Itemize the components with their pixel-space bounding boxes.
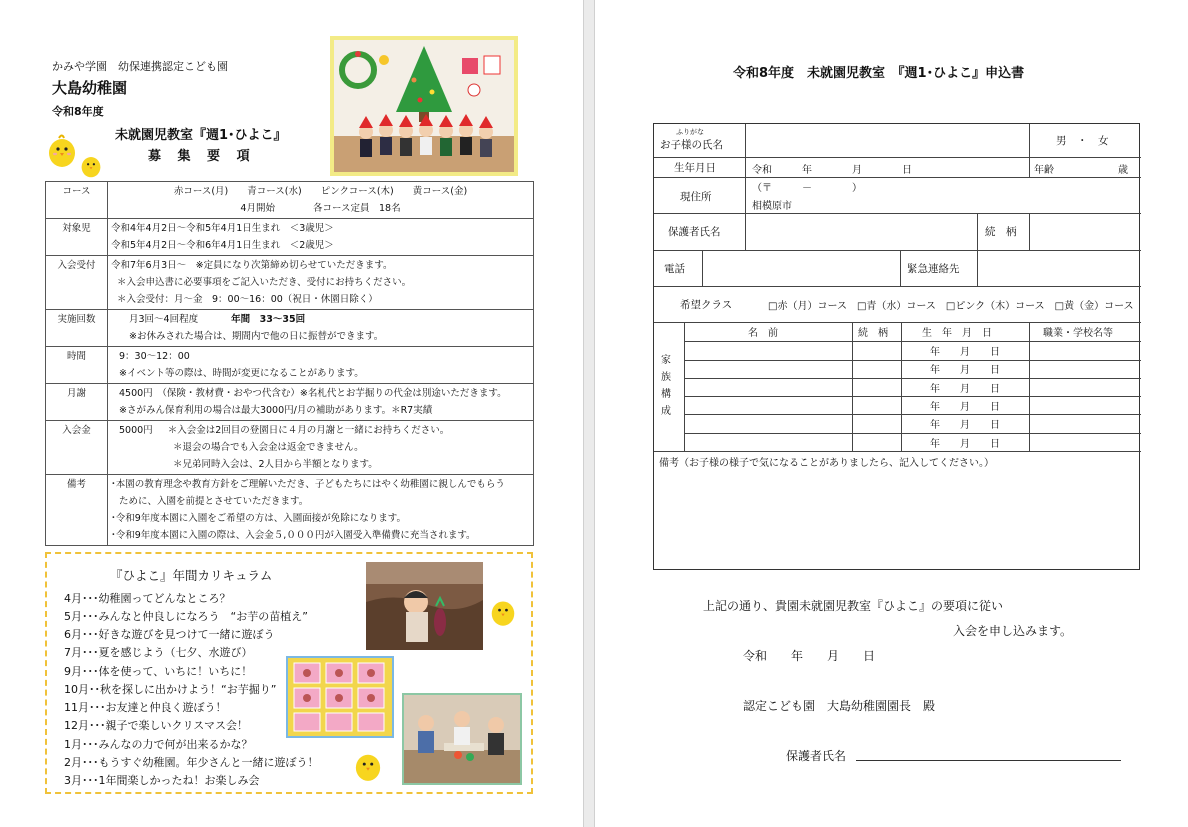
children-playing-photo: [402, 693, 522, 785]
entry-fee-row: [46, 421, 534, 475]
family-date-format[interactable]: 年 月 日: [930, 347, 1000, 358]
curriculum-item: 6月･･･好きな遊びを見つけて一緒に遊ぼう: [64, 628, 275, 641]
course-choice-label: 希望クラス: [680, 299, 733, 311]
chick-illustration: [354, 748, 382, 782]
fee-label: 月謝: [46, 384, 108, 421]
eligible-3yo: 令和4年4月2日～令和5年4月1日生まれ ＜3歳児＞: [111, 223, 334, 234]
course-checkboxes[interactable]: □赤（月）コース □青（水）コース □ピンク（木）コース □黄（金）コース: [768, 301, 1134, 312]
sessions-row: [46, 310, 534, 347]
curriculum-item: 7月･･･夏を感じよう（七夕、水遊び）: [64, 646, 253, 659]
course-capacity: 4月開始 各コース定員 18名: [240, 203, 401, 214]
course-options: 赤コース(月) 青コース(水) ピンクコース(木) 黄コース(金): [173, 186, 468, 197]
enrollment-hours: ＊入会受付：月～金 9：00～16：00（祝日・休園日除く）: [117, 294, 378, 305]
eligible-label: 対象児: [46, 219, 108, 256]
remarks-line-1: ･本園の教育理念や教育方針をご理解いただき、子どもたちにはやく幼稚園に親しんでもらう: [111, 479, 505, 490]
curriculum-title: 『ひよこ』年間カリキュラム: [110, 568, 273, 583]
emergency-contact-label: 緊急連絡先: [907, 263, 960, 275]
flyer-page: [0, 0, 584, 827]
chick-illustration: [490, 595, 516, 627]
family-date-format[interactable]: 年 月 日: [930, 439, 1000, 450]
family-header-name: 名 前: [748, 328, 778, 339]
curriculum-item: 11月･･･お友達と仲良く遊ぼう！: [64, 701, 227, 714]
remarks-label: 備考: [46, 475, 108, 546]
school-name: かみや学園 幼保連携認定こども園: [52, 60, 228, 73]
recruitment-heading: 募 集 要 項: [148, 149, 256, 164]
entry-fee-note-1: ＊入会金は2回目の登園日に４月の月謝と一緒にお持ちください。: [167, 425, 450, 436]
family-date-format[interactable]: 年 月 日: [930, 384, 1000, 395]
application-form-table: [653, 123, 1140, 570]
application-date[interactable]: 令和 年 月 日: [743, 649, 876, 663]
sessions-yearly: 年間 33～35回: [231, 314, 306, 325]
time-row: [46, 347, 534, 384]
time-hours: 9：30～12：00: [119, 351, 190, 362]
enrollment-start: 令和7年6月3日～ ※定員になり次第締め切らせていただきます。: [111, 260, 393, 271]
fee-row: [46, 384, 534, 421]
age-label: 年齢: [1034, 165, 1054, 176]
application-title: 令和8年度 未就園児教室 『週1･ひよこ』申込書: [733, 66, 1025, 81]
christmas-class-photo: [330, 36, 518, 176]
crafts-photo: [286, 656, 394, 738]
family-header-birthdate: 生 年 月 日: [922, 328, 992, 339]
family-date-format[interactable]: 年 月 日: [930, 365, 1000, 376]
signature-label: 保護者氏名: [786, 749, 847, 763]
class-title: 未就園児教室『週1･ひよこ』: [115, 128, 287, 143]
family-date-format[interactable]: 年 月 日: [930, 420, 1000, 431]
address-label: 現住所: [680, 191, 712, 203]
remarks-line-2: ために、入園を前提とさせていただきます。: [119, 496, 309, 507]
family-header-occupation: 職業・学校名等: [1043, 328, 1113, 339]
family-structure-label: 家族構成: [661, 355, 671, 417]
time-label: 時間: [46, 347, 108, 384]
curriculum-item: 3月･･･1年間楽しかったね！お楽しみ会: [64, 774, 260, 787]
curriculum-item: 5月･･･みんなと仲良しになろう “お芋の苗植え”: [64, 610, 308, 623]
entry-fee-label: 入会金: [46, 421, 108, 475]
phone-label: 電話: [664, 263, 685, 275]
time-note: ※イベント等の際は、時間が変更になることがあります。: [119, 368, 364, 379]
family-date-format[interactable]: 年 月 日: [930, 402, 1000, 413]
recruitment-info-table: [45, 181, 534, 546]
chick-illustration: [47, 132, 77, 168]
city-name[interactable]: 相模原市: [752, 201, 792, 212]
remarks-line-4: ･令和9年度本園に入園の際は、入会金５,０００円が入園受入準備費に充当されます。: [111, 530, 476, 541]
kindergarten-name: 大島幼稚園: [52, 79, 128, 97]
family-header-relation: 続 柄: [858, 328, 888, 339]
remarks-line-3: ･令和9年度本園に入園をご希望の方は、入園面接が免除になります。: [111, 513, 407, 524]
addressee: 認定こども園 大島幼稚園園長 殿: [743, 699, 936, 713]
age-unit[interactable]: 歳: [1118, 165, 1128, 176]
birthdate-format[interactable]: 令和 年 月 日: [752, 165, 912, 176]
sessions-monthly: 月3回～4回程度: [129, 314, 199, 325]
furigana-label: ふりがな: [676, 128, 704, 136]
curriculum-item: 2月･･･もうすぐ幼稚園。年少さんと一緒に遊ぼう！: [64, 756, 319, 769]
gender-options[interactable]: 男 ・ 女: [1056, 135, 1109, 147]
enrollment-label: 入会受付: [46, 256, 108, 310]
remarks-row: [46, 475, 534, 546]
curriculum-item: 12月･･･親子で楽しいクリスマス会！: [64, 719, 249, 732]
declaration-line-2: 入会を申し込みます。: [953, 624, 1073, 638]
sessions-note: ※お休みされた場合は、期間内で他の日に振替ができます。: [129, 331, 384, 342]
fee-subsidy: ※さがみん保育利用の場合は最大3000円/月の補助があります。＊R7実績: [119, 405, 433, 416]
curriculum-item: 9月･･･体を使って、いちに！いちに！: [64, 665, 253, 678]
entry-fee-note-2: ＊退会の場合でも入会金は返金できません。: [173, 442, 364, 453]
child-name-label: お子様の氏名: [660, 139, 723, 151]
relation-label: 続 柄: [985, 226, 1017, 238]
entry-fee-note-3: ＊兄弟同時入会は、2人目から半額となります。: [173, 459, 378, 470]
eligible-row: [46, 219, 534, 256]
chick-illustration: [80, 152, 102, 178]
postal-code-format[interactable]: （〒 － ）: [752, 183, 862, 194]
potato-harvest-photo: [366, 562, 483, 650]
enrollment-note: ＊入会申込書に必要事項をご記入いただき、受付にお持ちください。: [117, 277, 412, 288]
remarks-label: 備考（お子様の様子で気になることがありましたら、記入してください。）: [659, 458, 994, 469]
fiscal-year: 令和8年度: [52, 105, 104, 118]
course-row: [46, 182, 534, 219]
curriculum-item: 10月･･秋を探しに出かけよう！“お芋掘り”: [64, 683, 277, 696]
entry-fee-amount: 5000円: [119, 425, 153, 436]
curriculum-item: 1月･･･みんなの力で何が出来るかな？: [64, 738, 253, 751]
course-label: コース: [46, 182, 108, 219]
fee-amount: 4500円 （保険・教材費・おやつ代含む）※名札代とお芋掘りの代金は別途いただきます。: [119, 388, 507, 399]
enrollment-row: [46, 256, 534, 310]
declaration-line-1: 上記の通り、貴園未就園児教室『ひよこ』の要項に従い: [703, 599, 1004, 613]
eligible-2yo: 令和5年4月2日～令和6年4月1日生まれ ＜2歳児＞: [111, 240, 334, 251]
signature-line[interactable]: [856, 760, 1121, 761]
birthdate-label: 生年月日: [674, 162, 716, 174]
guardian-label: 保護者氏名: [668, 226, 721, 238]
curriculum-item: 4月･･･幼稚園ってどんなところ？: [64, 592, 231, 605]
sessions-label: 実施回数: [46, 310, 108, 347]
